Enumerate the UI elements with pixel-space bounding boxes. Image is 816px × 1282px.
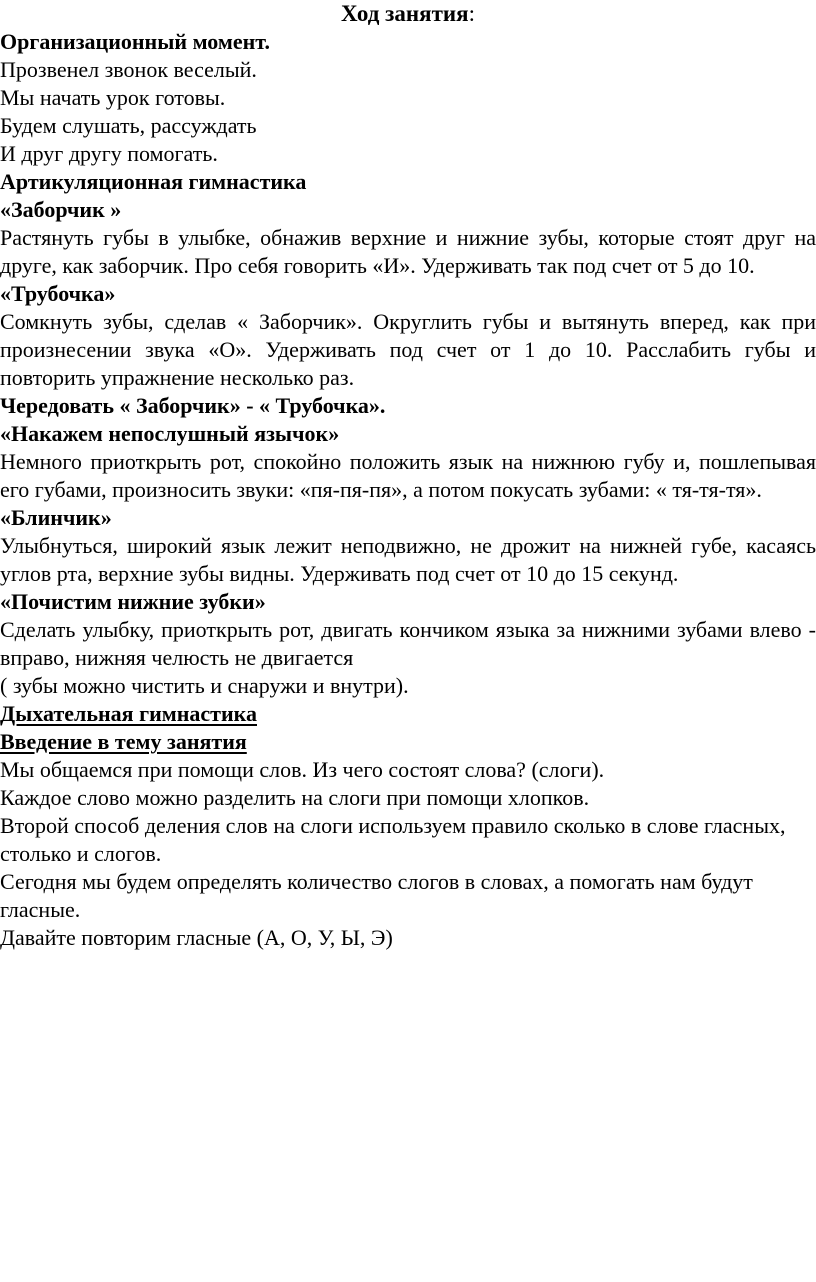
exercise-note-pochistim: ( зубы можно чистить и снаружи и внутри). bbox=[0, 673, 409, 698]
poem-line-4: И друг другу помогать. bbox=[0, 141, 218, 166]
exercise-description-zaborchik: Растянуть губы в улыбке, обнажив верхние и нижние зубы, которые стоят друг на друге, как заборчик. Про себя говорить «И». Удерживать так под счет от 5 до 10. bbox=[0, 225, 816, 278]
page-title-text: Ход занятия bbox=[341, 1, 469, 26]
poem-line-3: Будем слушать, рассуждать bbox=[0, 113, 257, 138]
exercise-description-pochistim: Сделать улыбку, приоткрыть рот, двигать кончиком языка за нижними зубами влево - вправо, нижняя челюсть не двигается bbox=[0, 617, 816, 670]
intro-sentence-communication: Мы общаемся при помощи слов. Из чего состоят слова? (слоги). bbox=[0, 757, 605, 782]
exercise-description-nakazhem: Немного приоткрыть рот, спокойно положить язык на нижнюю губу и, пошлепывая его губами, произносить звуки: «пя-пя-пя», а потом покусать зубами: « тя-тя-тя». bbox=[0, 449, 816, 502]
exercise-description-blinchik: Улыбнуться, широкий язык лежит неподвижно, не дрожит на нижней губе, касаясь углов рта, верхние зубы видны. Удерживать под счет от 10 до 15 секунд. bbox=[0, 533, 816, 586]
exercise-title-pochistim: «Почистим нижние зубки» bbox=[0, 589, 266, 614]
intro-sentence-vowel-rule: Второй способ деления слов на слоги используем правило сколько в слове гласных, столько и слогов. bbox=[0, 813, 786, 866]
intro-sentence-vowels: Давайте повторим гласные (А, О, У, Ы, Э) bbox=[0, 925, 393, 950]
intro-sentence-today: Сегодня мы будем определять количество слогов в словах, а помогать нам будут гласные. bbox=[0, 869, 753, 922]
heading-intro: Введение в тему занятия bbox=[0, 729, 247, 754]
exercise-title-zaborchik: «Заборчик » bbox=[0, 197, 122, 222]
page-title bbox=[0, 0, 816, 28]
exercise-title-nakazhem: «Накажем непослушный язычок» bbox=[0, 421, 340, 446]
poem-line-2: Мы начать урок готовы. bbox=[0, 85, 226, 110]
exercise-description-trubochka: Сомкнуть зубы, сделав « Заборчик». Округлить губы и вытянуть вперед, как при произнесении звука «О». Удерживать под счет от 1 до 10. Расслабить губы и повторить упражнение несколько раз. bbox=[0, 309, 816, 390]
exercise-title-blinchik: «Блинчик» bbox=[0, 505, 112, 530]
heading-articulation: Артикуляционная гимнастика bbox=[0, 169, 307, 194]
heading-breathing: Дыхательная гимнастика bbox=[0, 701, 257, 726]
exercise-title-trubochka: «Трубочка» bbox=[0, 281, 116, 306]
alternate-instruction: Чередовать « Заборчик» - « Трубочка». bbox=[0, 393, 386, 418]
page-title-colon: : bbox=[468, 1, 475, 26]
intro-sentence-clapping: Каждое слово можно разделить на слоги при помощи хлопков. bbox=[0, 785, 590, 810]
poem-line-1: Прозвенел звонок веселый. bbox=[0, 57, 257, 82]
heading-org-moment: Организационный момент. bbox=[0, 29, 270, 54]
